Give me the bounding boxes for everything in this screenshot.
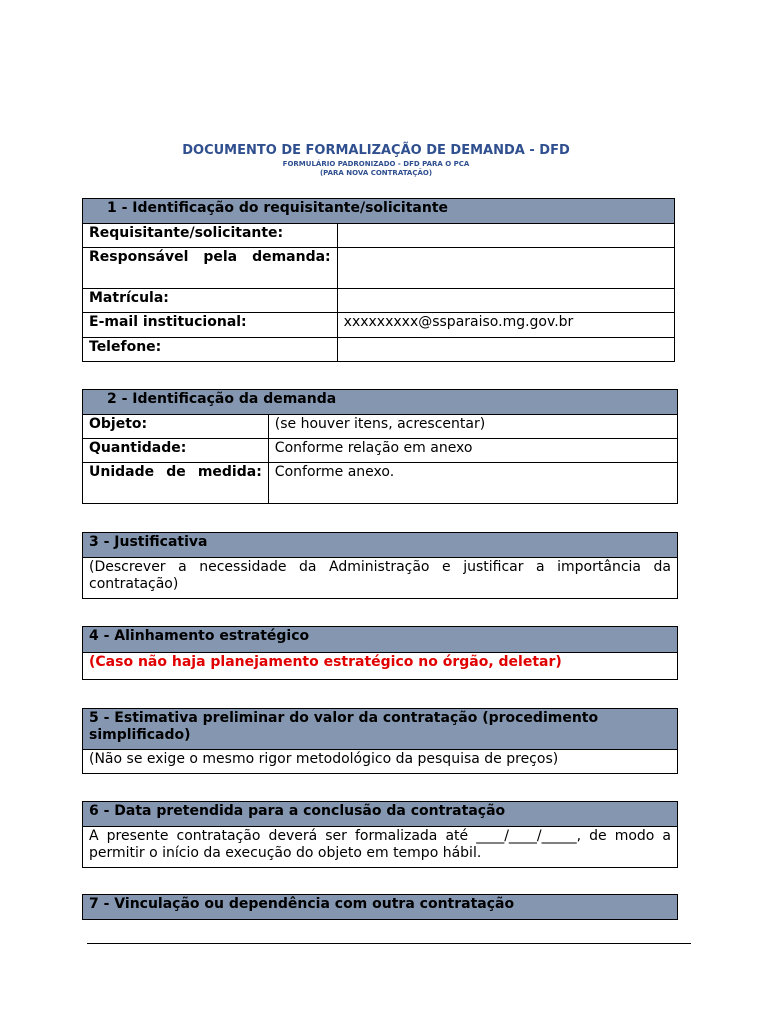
responsavel-label: Responsável pela demanda: [83, 248, 338, 289]
requisitante-field[interactable] [337, 224, 674, 248]
document-subtitle-2: (PARA NOVA CONTRATAÇÃO) [319, 169, 433, 177]
document-subtitle: FORMULÁRIO PADRONIZADO - DFD PARA O PCA [282, 160, 470, 168]
section-3-table [82, 532, 678, 599]
section-7-header: 7 - Vinculação ou dependência com outra contratação [83, 895, 678, 920]
section-6-table [82, 801, 678, 868]
document-title: DOCUMENTO DE FORMALIZAÇÃO DE DEMANDA - DFD [182, 143, 570, 158]
requisitante-label: Requisitante/solicitante: [83, 224, 338, 248]
estimativa-field[interactable]: (Não se exige o mesmo rigor metodológico da pesquisa de preços) [83, 750, 678, 774]
quantidade-field[interactable]: Conforme relação em anexo [268, 439, 677, 463]
section-5-table [82, 708, 678, 774]
footer-divider [87, 943, 691, 944]
section-5-header: 5 - Estimativa preliminar do valor da contratação (procedimento simplificado) [83, 709, 678, 750]
section-1-header: 1 - Identificação do requisitante/solicitante [83, 199, 675, 224]
section-4-header: 4 - Alinhamento estratégico [83, 627, 678, 653]
alinhamento-note: (Caso não haja planejamento estratégico no órgão, deletar) [83, 653, 678, 680]
section-3-header: 3 - Justificativa [83, 533, 678, 558]
matricula-label: Matrícula: [83, 289, 338, 313]
section-4-table [82, 626, 678, 680]
section-2-header: 2 - Identificação da demanda [83, 390, 678, 415]
objeto-label: Objeto: [83, 415, 269, 439]
telefone-label: Telefone: [83, 338, 338, 362]
telefone-field[interactable] [337, 338, 674, 362]
quantidade-label: Quantidade: [83, 439, 269, 463]
email-label: E-mail institucional: [83, 313, 338, 338]
unidade-label: Unidade de medida: [83, 463, 269, 504]
section-1-table [82, 198, 675, 362]
section-7-table [82, 894, 678, 920]
section-6-header: 6 - Data pretendida para a conclusão da contratação [83, 802, 678, 827]
matricula-field[interactable] [337, 289, 674, 313]
responsavel-field[interactable] [337, 248, 674, 289]
unidade-field[interactable]: Conforme anexo. [268, 463, 677, 504]
justificativa-field[interactable]: (Descrever a necessidade da Administração e justificar a importância da contratação) [83, 558, 678, 599]
email-field[interactable]: xxxxxxxxx@ssparaiso.mg.gov.br [337, 313, 674, 338]
section-2-table [82, 389, 678, 504]
data-pretendida-field[interactable]: A presente contratação deverá ser formalizada até ____/____/_____, de modo a permitir o início da execução do objeto em tempo hábil. [83, 827, 678, 868]
objeto-field[interactable]: (se houver itens, acrescentar) [268, 415, 677, 439]
